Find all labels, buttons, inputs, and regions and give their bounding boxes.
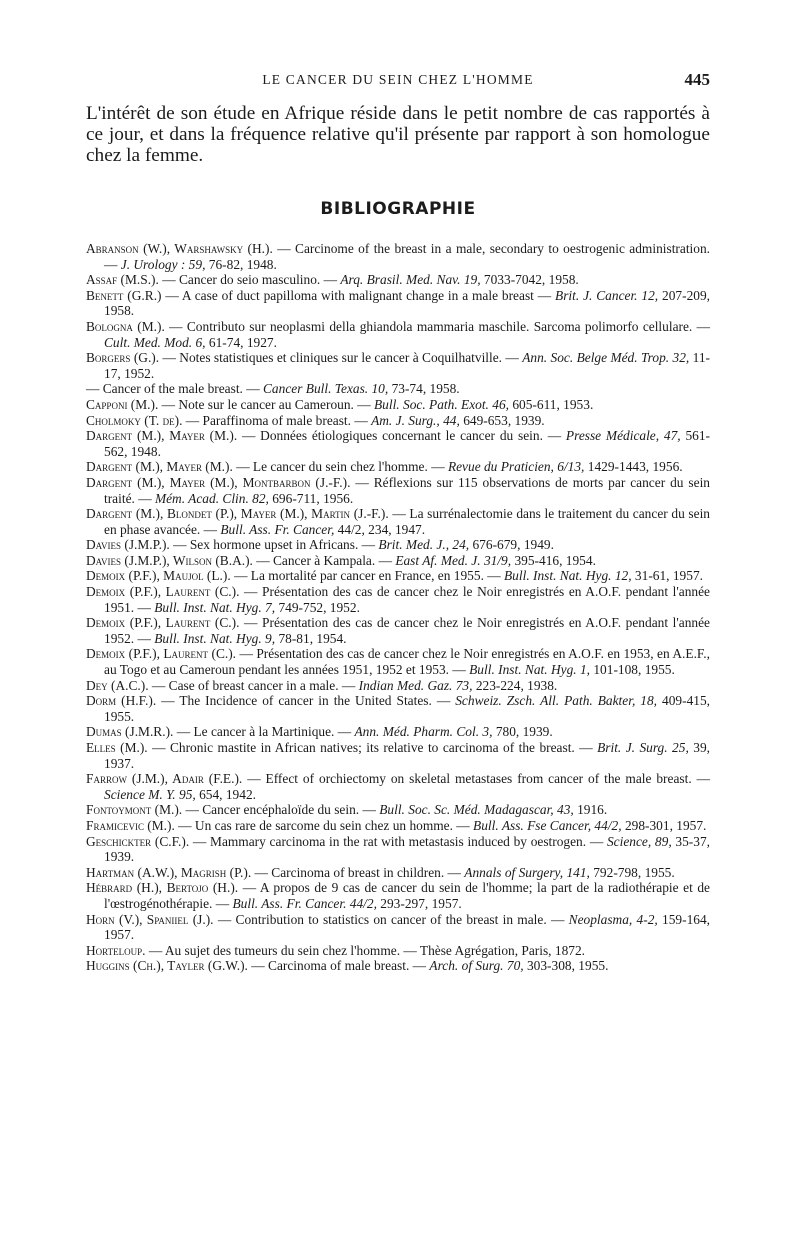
reference-source: Bull. Inst. Nat. Hyg. 7,	[154, 599, 276, 615]
reference-details: 780, 1939.	[492, 724, 553, 740]
bibliography-entry	[86, 880, 710, 911]
reference-title: — The Incidence of cancer in the United States. —	[156, 693, 456, 709]
reference-authors: Demoix (P.F.), Maujol (L.).	[86, 568, 231, 584]
reference-authors: Assaf (M.S.).	[86, 272, 159, 288]
bibliography-entry	[86, 865, 710, 881]
reference-source: Brit. Med. J., 24,	[378, 537, 470, 553]
reference-details: 696-711, 1956.	[268, 490, 354, 506]
bibliography-entry	[86, 568, 710, 584]
reference-source: Brit. J. Cancer. 12,	[555, 287, 659, 303]
bibliography-entry	[86, 771, 710, 802]
bibliography-entry	[86, 381, 710, 397]
reference-authors: Elles (M.).	[86, 740, 148, 755]
reference-authors: Benett (G.R.)	[86, 287, 162, 303]
reference-title: — Un cas rare de sarcome du sein chez un homme. —	[174, 817, 474, 833]
reference-details: 39, 1937.	[104, 740, 710, 771]
bibliography-entry	[86, 272, 710, 288]
reference-details: 293-297, 1957.	[376, 895, 462, 911]
reference-authors: Davies (J.M.P.), Wilson (B.A.).	[86, 552, 253, 568]
reference-title: — A case of duct papilloma with malignant change in a male breast —	[161, 287, 556, 303]
reference-title: — Carcinoma of breast in children. —	[251, 864, 465, 880]
reference-source: Neoplasma, 4-2,	[568, 911, 658, 927]
intro-paragraph: L'intérêt de son étude en Afrique réside dans le petit nombre de cas rapportés à ce jour, et dans la fréquence relative qu'il présente par rapport à son homologue chez la femme.	[86, 103, 710, 166]
reference-details: 44/2, 234, 1947.	[334, 521, 426, 537]
reference-details: 159-164, 1957.	[104, 911, 711, 943]
reference-details: 298-301, 1957.	[621, 817, 707, 833]
reference-source: Brit. J. Surg. 25,	[597, 740, 689, 755]
reference-title: — A propos de 9 cas de cancer du sein de l'homme; la part de la radiothérapie et de l'œstrogénothérapie. —	[104, 880, 711, 911]
reference-authors: Dey (A.C.).	[86, 677, 149, 693]
reference-details: 35-37, 1939.	[104, 833, 710, 865]
reference-authors: Fontoymont (M.).	[86, 802, 183, 818]
bibliography-entry	[86, 724, 710, 740]
reference-details: 605-611, 1953.	[508, 396, 594, 412]
bibliography-entry	[86, 537, 710, 553]
reference-authors: Framicevic (M.).	[86, 817, 175, 833]
reference-details: 61-74, 1927.	[205, 334, 277, 350]
reference-details: 409-415, 1955.	[104, 693, 711, 724]
bibliography-entry	[86, 475, 710, 506]
reference-details: 1916.	[573, 802, 608, 818]
reference-authors: Farrow (J.M.), Adair (F.E.).	[86, 771, 243, 787]
reference-details: 7033-7042, 1958.	[480, 272, 579, 288]
reference-source: Arq. Brasil. Med. Nav. 19,	[340, 272, 481, 288]
bibliography-entry	[86, 693, 710, 724]
reference-authors: Bologna (M.).	[86, 318, 165, 334]
reference-authors: Cholmoky (T. de).	[86, 412, 183, 428]
reference-details: 223-224, 1938.	[472, 677, 558, 693]
reference-source: Cancer Bull. Texas. 10,	[263, 381, 389, 397]
reference-details: 792-798, 1955.	[589, 864, 675, 880]
reference-authors: Dargent (M.), Mayer (M.).	[86, 459, 233, 475]
reference-authors: Hartman (A.W.), Magrish (P.).	[86, 864, 252, 880]
reference-details: 73-74, 1958.	[388, 381, 460, 397]
reference-title: — Note sur le cancer au Cameroun. —	[158, 396, 374, 412]
reference-source: Science M. Y. 95,	[104, 786, 196, 802]
page-number: 445	[684, 70, 710, 89]
reference-details: 101-108, 1955.	[590, 662, 675, 678]
bibliography-entry	[86, 428, 710, 459]
reference-title: — Case of breast cancer in a male. —	[148, 677, 359, 693]
reference-title: — Cancer encéphaloïde du sein. —	[182, 802, 380, 818]
bibliography-entry	[86, 912, 710, 943]
reference-authors: Demoix (P.F.), Laurent (C.).	[86, 584, 240, 600]
bibliography-entry	[86, 350, 710, 381]
reference-authors: Capponi (M.).	[86, 396, 159, 412]
bibliography-entry	[86, 506, 710, 537]
reference-authors: Horn (V.), Spaniiel (J.).	[86, 911, 214, 927]
reference-title: — Réflexions sur 115 observations de morts par cancer du sein traité. —	[104, 474, 710, 506]
bibliography-entry	[86, 958, 710, 974]
reference-source: Am. J. Surg., 44,	[371, 412, 460, 428]
reference-source: Ann. Méd. Pharm. Col. 3,	[354, 724, 493, 740]
bibliography-entry	[86, 678, 710, 694]
reference-title: — Cancer of the male breast. —	[86, 381, 263, 397]
reference-title: — Chronic mastite in African natives; its relative to carcinoma of the breast. —	[147, 740, 598, 755]
reference-source: Mém. Acad. Clin. 82,	[154, 490, 269, 506]
reference-title: — Au sujet des tumeurs du sein chez l'homme. — Thèse Agrégation, Paris, 1872.	[145, 942, 586, 958]
bibliography-entry	[86, 646, 710, 677]
reference-source: Bull. Inst. Nat. Hyg. 12,	[504, 568, 632, 584]
reference-title: — Carcinome of the breast in a male, secondary to oestrogenic administration. —	[104, 241, 710, 272]
reference-details: 207-209, 1958.	[104, 287, 711, 319]
reference-authors: Dumas (J.M.R.).	[86, 724, 174, 740]
reference-source: Revue du Praticien, 6/13,	[447, 459, 585, 475]
bibliography-entry	[86, 943, 710, 959]
reference-details: 649-653, 1939.	[459, 412, 545, 428]
reference-title: — Le cancer à la Martinique. —	[173, 724, 355, 740]
reference-details: 395-416, 1954.	[511, 552, 596, 568]
bibliography-entry	[86, 413, 710, 429]
reference-authors: Horteloup.	[86, 942, 146, 958]
reference-title: — Cancer à Kampala. —	[252, 552, 396, 568]
reference-source: Bull. Inst. Nat. Hyg. 1,	[469, 662, 591, 678]
running-title: LE CANCER DU SEIN CHEZ L'HOMME	[262, 72, 534, 87]
reference-source: Schweiz. Zsch. All. Path. Bakter, 18,	[455, 693, 658, 709]
reference-source: Bull. Inst. Nat. Hyg. 9,	[154, 630, 276, 646]
reference-title: — Carcinoma of male breast. —	[247, 958, 430, 974]
reference-details: 303-308, 1955.	[523, 958, 609, 974]
bibliography-entry	[86, 584, 710, 615]
bibliography-entry	[86, 459, 710, 475]
bibliography-entry	[86, 288, 710, 319]
reference-title: — La mortalité par cancer en France, en 1955. —	[230, 568, 504, 584]
reference-details: 31-61, 1957.	[631, 568, 703, 584]
reference-source: Bull. Ass. Fr. Cancer,	[220, 521, 335, 537]
reference-authors: Abranson (W.), Warshawsky (H.).	[86, 241, 273, 256]
reference-title: — Contribution to statistics on cancer of the breast in male. —	[213, 911, 569, 927]
reference-authors: Dorm (H.F.).	[86, 693, 157, 709]
bibliography-entry	[86, 553, 710, 569]
reference-source: Bull. Soc. Sc. Méd. Madagascar, 43,	[379, 802, 574, 818]
reference-authors: Davies (J.M.P.).	[86, 537, 170, 553]
reference-details: 561-562, 1948.	[104, 428, 710, 459]
reference-authors: Dargent (M.), Blondet (P.), Mayer (M.), Martin (J.-F.).	[86, 506, 389, 522]
bibliography-list	[86, 241, 710, 974]
reference-title: — Présentation des cas de cancer chez le Noir enregistrés en A.O.F. pendant l'année 1951. —	[104, 584, 710, 615]
bibliography-entry	[86, 241, 710, 272]
reference-source: Indian Med. Gaz. 73,	[358, 677, 473, 693]
bibliography-entry	[86, 397, 710, 413]
reference-source: Arch. of Surg. 70,	[429, 958, 524, 974]
reference-title: — Données étiologiques concernant le cancer du sein. —	[237, 428, 566, 444]
reference-source: J. Urology : 59,	[120, 256, 206, 272]
reference-authors: Demoix (P.F.), Laurent (C.).	[86, 646, 237, 662]
reference-authors: Dargent (M.), Mayer (M.).	[86, 428, 238, 444]
page-header	[86, 70, 710, 92]
reference-source: Science, 89,	[606, 833, 672, 849]
bibliography-entry	[86, 319, 710, 350]
reference-source: Presse Médicale, 47,	[565, 428, 681, 444]
reference-source: Bull. Ass. Fse Cancer, 44/2,	[473, 817, 622, 833]
reference-details: 654, 1942.	[195, 786, 256, 802]
reference-details: 76-82, 1948.	[205, 256, 277, 272]
reference-title: — Présentation des cas de cancer chez le Noir enregistrés en A.O.F. pendant l'année 1952. —	[104, 615, 710, 646]
reference-source: East Af. Med. J. 31/9,	[395, 552, 512, 568]
reference-title: — Le cancer du sein chez l'homme. —	[232, 459, 448, 475]
reference-source: Annals of Surgery, 141,	[464, 864, 590, 880]
reference-source: Bull. Soc. Path. Exot. 46,	[373, 396, 509, 412]
reference-authors: Hébrard (H.), Bertojo (H.).	[86, 880, 239, 896]
reference-title: — Mammary carcinoma in the rat with metastasis induced by oestrogen. —	[189, 833, 607, 849]
reference-source: Ann. Soc. Belge Méd. Trop. 32,	[522, 350, 690, 366]
reference-title: — Sex hormone upset in Africans. —	[169, 537, 379, 553]
reference-title: — Contributo sur neoplasmi della ghiandola mammaria maschile. Sarcoma polimorfo cellulare. —	[164, 318, 710, 334]
bibliography-entry	[86, 818, 710, 834]
reference-details: 1429-1443, 1956.	[584, 459, 683, 475]
reference-authors: Geschickter (C.F.).	[86, 833, 190, 849]
reference-title: — Cancer do seio masculino. —	[158, 272, 341, 288]
bibliography-entry	[86, 740, 710, 771]
reference-details: 749-752, 1952.	[275, 599, 360, 615]
section-title: BIBLIOGRAPHIE	[320, 199, 476, 219]
reference-source: Cult. Med. Mod. 6,	[104, 334, 206, 350]
reference-title: — Effect of orchiectomy on skeletal metastases from cancer of the male breast. —	[242, 771, 710, 787]
reference-details: 78-81, 1954.	[275, 630, 347, 646]
reference-authors: Demoix (P.F.), Laurent (C.).	[86, 615, 240, 631]
bibliography-entry	[86, 834, 710, 865]
reference-authors: Dargent (M.), Mayer (M.), Montbarbon (J.-F.).	[86, 474, 351, 490]
reference-title: — Notes statistiques et cliniques sur le cancer à Coquilhatville. —	[159, 350, 523, 366]
reference-title: — La surrénalectomie dans le traitement du cancer du sein en phase avancée. —	[104, 506, 710, 537]
reference-title: — Paraffinoma of male breast. —	[182, 412, 372, 428]
bibliography-entry	[86, 615, 710, 646]
reference-source: Bull. Ass. Fr. Cancer. 44/2,	[232, 895, 377, 911]
reference-details: 676-679, 1949.	[469, 537, 554, 553]
reference-authors: Borgers (G.).	[86, 350, 160, 366]
reference-title: — Présentation des cas de cancer chez le Noir enregistrés en A.O.F. en 1953, en A.E.F., au Togo et au Cameroun pendant les années 1951, 1952 et 1953. —	[104, 646, 711, 678]
reference-details: 11-17, 1952.	[104, 350, 711, 381]
bibliography-entry	[86, 802, 710, 818]
reference-authors: Huggins (Ch.), Tayler (G.W.).	[86, 958, 248, 974]
